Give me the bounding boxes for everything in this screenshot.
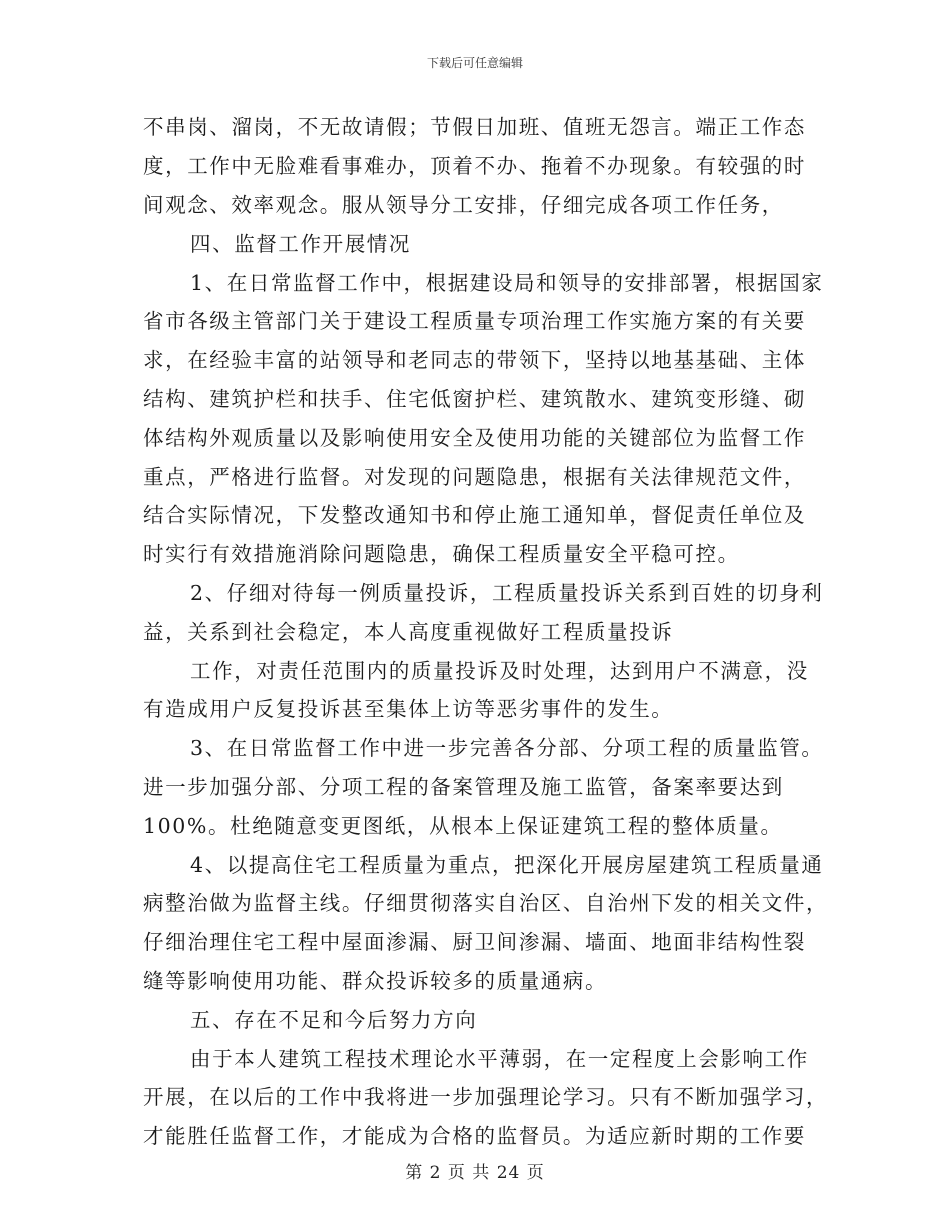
body-line: 1、在日常监督工作中，根据建设局和领导的安排部署，根据国家 [190, 271, 824, 295]
body-line: 结构、建筑护栏和扶手、住宅低窗护栏、建筑散水、建筑变形缝、砌 [143, 387, 806, 411]
body-line: 才能胜任监督工作，才能成为合格的监督员。为适应新时期的工作要 [143, 1124, 806, 1148]
body-line: 开展，在以后的工作中我将进一步加强理论学习。只有不断加强学习， [143, 1085, 829, 1109]
body-line: 4、以提高住宅工程质量为重点，把深化开展房屋建筑工程质量通 [190, 853, 824, 877]
body-line: 间观念、效率观念。服从领导分工安排，仔细完成各项工作任务， [143, 193, 784, 217]
body-line: 有造成用户反复投诉甚至集体上访等恶劣事件的发生。 [143, 697, 674, 721]
body-line: 度，工作中无脸难看事难办，顶着不办、拖着不办现象。有较强的时 [143, 154, 806, 178]
body-line: 结合实际情况，下发整改通知书和停止施工通知单，督促责任单位及 [143, 503, 806, 527]
body-line: 工作，对责任范围内的质量投诉及时处理，达到用户不满意，没 [190, 659, 809, 683]
body-line: 省市各级主管部门关于建设工程质量专项治理工作实施方案的有关要 [143, 309, 806, 333]
body-line: 缝等影响使用功能、群众投诉较多的质量通病。 [143, 969, 608, 993]
body-line: 不串岗、溜岗，不无故请假；节假日加班、值班无怨言。端正工作态 [143, 115, 806, 139]
body-line: 体结构外观质量以及影响使用安全及使用功能的关键部位为监督工作 [143, 426, 806, 450]
section-heading: 四、监督工作开展情况 [190, 232, 411, 256]
body-line: 2、仔细对待每一例质量投诉，工程质量投诉关系到百姓的切身利 [190, 581, 824, 605]
body-line: 病整治做为监督主线。仔细贯彻落实自治区、自治州下发的相关文件， [143, 891, 829, 915]
page-header: 下载后可任意编辑 [426, 56, 523, 70]
body-line: 益，关系到社会稳定，本人高度重视做好工程质量投诉 [143, 620, 674, 644]
body-line: 仔细治理住宅工程中屋面渗漏、厨卫间渗漏、墙面、地面非结构性裂 [143, 930, 806, 954]
body-line: 100%。杜绝随意变更图纸，从根本上保证建筑工程的整体质量。 [143, 814, 783, 838]
body-line: 重点，严格进行监督。对发现的问题隐患，根据有关法律规范文件， [143, 465, 806, 489]
body-line: 由于本人建筑工程技术理论水平薄弱，在一定程度上会影响工作 [190, 1047, 809, 1071]
body-line: 3、在日常监督工作中进一步完善各分部、分项工程的质量监管。 [190, 736, 824, 760]
section-heading: 五、存在不足和今后努力方向 [190, 1008, 478, 1032]
body-line: 进一步加强分部、分项工程的备案管理及施工监管，备案率要达到 [143, 775, 784, 799]
body-line: 时实行有效措施消除问题隐患，确保工程质量安全平稳可控。 [143, 542, 740, 566]
body-line: 求，在经验丰富的站领导和老同志的带领下，坚持以地基基础、主体 [143, 348, 806, 372]
page-number-footer: 第 2 页 共 24 页 [405, 1163, 545, 1183]
